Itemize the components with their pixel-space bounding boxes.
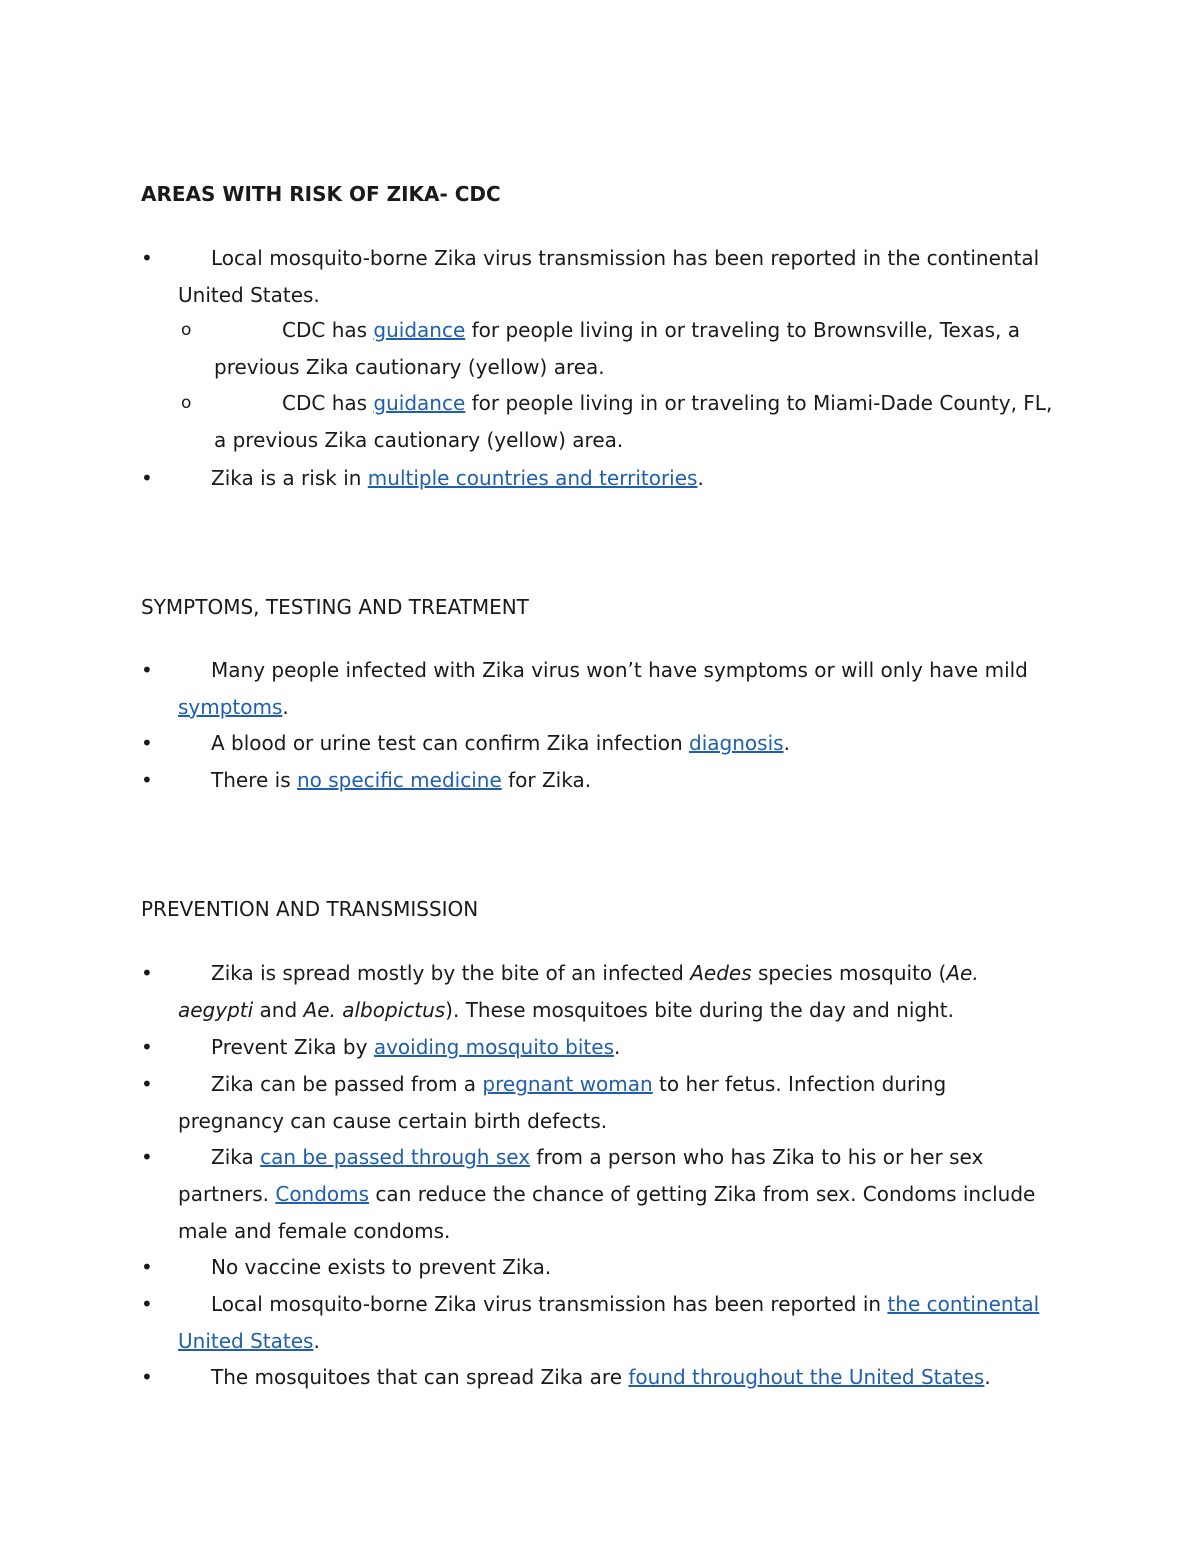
- bullet-disc: •: [141, 731, 153, 755]
- list-item: • Zika is spread mostly by the bite of an infected Aedes species mosquito (Ae. aegypti and Ae. albopictus). These mosquitoes bite during the day and night.: [178, 955, 1058, 1029]
- bullet-disc: •: [141, 1292, 153, 1316]
- bullet-disc: •: [141, 1365, 153, 1389]
- list-item: o CDC has guidance for people living in or traveling to Miami-Dade County, FL, a previous Zika cautionary (yellow) area.: [214, 385, 1064, 459]
- bullet-circle: o: [181, 393, 192, 413]
- no-specific-medicine-link[interactable]: no specific medicine: [296, 768, 502, 792]
- section-title-prevention: PREVENTION AND TRANSMISSION: [141, 897, 479, 921]
- list-item: • Zika can be passed through sex from a person who has Zika to his or her sex partners. Condoms can reduce the chance of getting Zika from sex. Condoms include male and female condoms.: [178, 1139, 1058, 1250]
- section-title-areas: AREAS WITH RISK OF ZIKA- CDC: [141, 182, 501, 206]
- bullet-disc: •: [141, 1035, 153, 1059]
- bullet-disc: •: [141, 1145, 153, 1169]
- list-item: • There is no specific medicine for Zika.: [178, 762, 1058, 799]
- condoms-link[interactable]: Condoms: [275, 1182, 370, 1206]
- bullet-disc: •: [141, 1255, 153, 1279]
- list-item: • No vaccine exists to prevent Zika.: [178, 1249, 1058, 1286]
- bullet-disc: •: [141, 246, 153, 270]
- list-item: • Prevent Zika by avoiding mosquito bites.: [178, 1029, 1058, 1066]
- bullet-disc: •: [141, 961, 153, 985]
- diagnosis-link[interactable]: diagnosis: [689, 731, 784, 755]
- list-item: • Many people infected with Zika virus won’t have symptoms or will only have mild symptoms.: [178, 652, 1058, 726]
- pregnant-woman-link[interactable]: pregnant woman: [482, 1072, 653, 1096]
- list-item: • The mosquitoes that can spread Zika are found throughout the United States.: [178, 1359, 1058, 1396]
- section-title-symptoms: SYMPTOMS, TESTING AND TREATMENT: [141, 595, 529, 619]
- bullet-circle: o: [181, 320, 192, 340]
- avoiding-mosquito-bites-link[interactable]: avoiding mosquito bites: [373, 1035, 614, 1059]
- bullet-disc: •: [141, 466, 153, 490]
- bullet-disc: •: [141, 1072, 153, 1096]
- countries-territories-link[interactable]: multiple countries and territories: [367, 466, 698, 490]
- list-item: • Local mosquito-borne Zika virus transmission has been reported in the continental United States.: [178, 1286, 1058, 1360]
- found-throughout-us-link[interactable]: found throughout the United States: [628, 1365, 985, 1389]
- list-item: • Zika is a risk in multiple countries and territories.: [178, 460, 1058, 497]
- list-item: • Zika can be passed from a pregnant woman to her fetus. Infection during pregnancy can cause certain birth defects.: [178, 1066, 1058, 1140]
- continental-us-link[interactable]: the continental United States: [178, 1292, 1040, 1353]
- bullet-disc: •: [141, 658, 153, 682]
- guidance-link-miami[interactable]: guidance: [373, 391, 466, 415]
- guidance-link-brownsville[interactable]: guidance: [373, 318, 466, 342]
- list-item: o CDC has guidance for people living in or traveling to Brownsville, Texas, a previous Zika cautionary (yellow) area.: [214, 312, 1064, 386]
- item-text: Local mosquito-borne Zika virus transmission has been reported in the continental United States.: [178, 246, 1040, 307]
- passed-through-sex-link[interactable]: can be passed through sex: [260, 1145, 531, 1169]
- list-item: • A blood or urine test can confirm Zika infection diagnosis.: [178, 725, 1058, 762]
- list-item: [141, 240, 1058, 314]
- symptoms-link[interactable]: symptoms: [178, 695, 283, 719]
- bullet-disc: •: [141, 768, 153, 792]
